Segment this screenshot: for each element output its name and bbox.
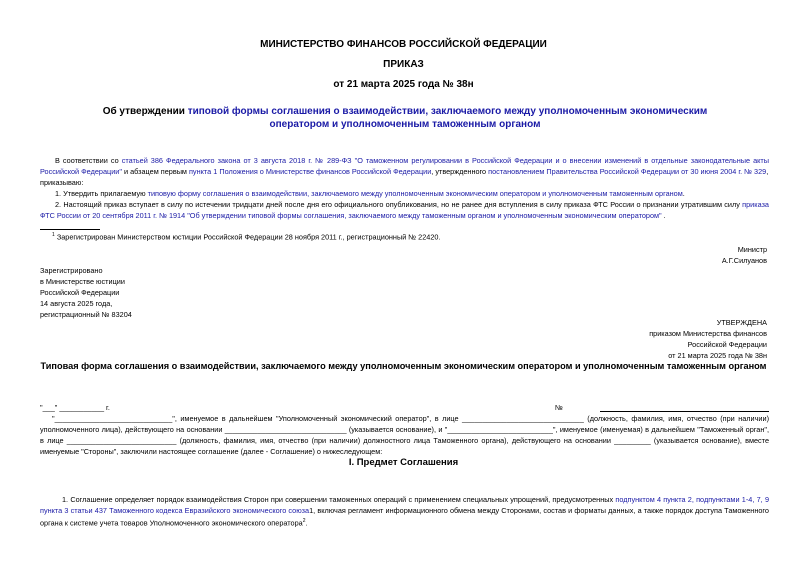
form-date: "___" ___________ г. <box>40 403 110 412</box>
doc-type-heading: ПРИКАЗ <box>383 59 424 70</box>
item-1-end: . <box>682 189 685 198</box>
title-link[interactable]: типовой формы соглашения о взаимодействии, заключаемого между уполномоченным экономическим оператором и уполномоченным таможенным органом <box>187 106 708 130</box>
item-1 <box>55 188 769 199</box>
clause-1-end: . <box>305 518 308 528</box>
item-2-text: 2. Настоящий приказ вступает в силу по истечении тридцати дней после дня его официального опубликования, но не ранее дня вступления в силу приказа ФТС России о признании утратившим силу <box>55 200 743 209</box>
clause-1 <box>40 494 769 528</box>
clause-1-text: 1, включая регламент информационного обмена между Сторонами, состав и форматы данных, а также порядок доступа Таможенного органа к системе учета товаров Уполномоченного экономического оператора <box>40 506 769 528</box>
item-1-text: 1. Утвердить прилагаемую <box>55 189 148 198</box>
parties-paragraph: "_____________________________", именуемое в дальнейшем "Уполномоченный экономический оператор", в лице ______________________________ (должность, фамилия, имя, отчество (при наличии) уполномоченного лица), действующего на основании ______________________________ (указывается основание), и "__________________________", именуемое (именуемая) в дальнейшем "Таможенный орган", в лице ___________________________ (должность, фамилия, имя, отчество (при наличии) должностного лица Таможенного органа), действующего на основании _________ (указывается основание), вместе именуемые "Стороны", заключили настоящее соглашение (далее - Соглашение) о нижеследующем: <box>40 414 769 456</box>
form-number-line[interactable] <box>600 411 769 412</box>
footnote <box>52 230 440 242</box>
footnote-text: Зарегистрирован Министерством юстиции Российской Федерации 28 ноября 2011 г., регистрационный № 22420. <box>56 232 441 242</box>
minister-position: Министр <box>737 245 767 254</box>
registration-line: в Министерстве юстиции <box>40 277 125 286</box>
minister-name: А.Г.Силуанов <box>721 256 767 265</box>
item-2 <box>40 199 769 221</box>
registration-block <box>40 265 132 320</box>
approved-line: приказом Министерства финансов <box>649 329 767 338</box>
preamble-text: , утвержденного <box>431 167 489 176</box>
date-number-heading: от 21 марта 2025 года № 38н <box>333 79 474 90</box>
customs-code-article-437-link[interactable]: подпунктом 4 пункта 2, подпунктами 1-4, 7, 9 пункта 3 статьи 437 Таможенного кодекса Евразийского экономического союза <box>40 495 770 515</box>
registration-line: регистрационный № 83204 <box>40 310 132 319</box>
document-title <box>95 105 715 131</box>
preamble-text: , <box>766 167 769 176</box>
clause-1-text: 1. Соглашение определяет порядок взаимодействия Сторон при совершении таможенных операций с применением специальных упрощений, предусмотренных <box>62 495 616 504</box>
preamble-text: В соответствии со <box>55 156 122 165</box>
ministry-heading: МИНИСТЕРСТВО ФИНАНСОВ РОССИЙСКОЙ ФЕДЕРАЦИИ <box>260 39 547 50</box>
registration-line: Российской Федерации <box>40 288 120 297</box>
registration-line: Зарегистрировано <box>40 266 103 275</box>
approved-block <box>649 317 767 361</box>
order-word: приказываю: <box>40 178 84 187</box>
minfin-regulation-link[interactable]: пункта 1 Положения о Министерстве финансов Российской Федерации <box>188 167 432 176</box>
approved-line: от 21 марта 2025 года № 38н <box>668 351 767 360</box>
preamble-paragraph <box>40 155 769 177</box>
government-decree-link[interactable]: постановлением Правительства Российской Федерации от 30 июня 2004 г. № 329 <box>488 167 767 176</box>
law-386-link[interactable]: статьей 386 Федерального закона от 3 августа 2018 г. № 289-ФЗ "О таможенном регулировании в Российской Федерации и о внесении изменений в отдельные законодательные акты Российской Федерации" <box>40 156 770 176</box>
approved-line: УТВЕРЖДЕНА <box>716 318 767 327</box>
approved-line: Российской Федерации <box>687 340 767 349</box>
fts-order-1914-link[interactable]: приказа ФТС России от 20 сентября 2011 г. № 1914 "Об утверждении типовой формы соглашения, заключаемого между таможенным органом и уполномоченным экономическим оператором" <box>40 200 769 220</box>
form-number-label: № <box>555 403 563 412</box>
footnote-mark: 1 <box>52 232 55 238</box>
footnote-mark: 2 <box>302 518 306 524</box>
form-title: Типовая форма соглашения о взаимодействии, заключаемого между уполномоченным экономическим оператором и уполномоченным таможенным органом <box>40 361 767 371</box>
section-1-heading: I. Предмет Соглашения <box>348 457 459 468</box>
registration-line: 14 августа 2025 года, <box>40 299 113 308</box>
standard-form-link[interactable]: типовую форму соглашения о взаимодействии, заключаемого между уполномоченным экономическим оператором и уполномоченным таможенным органом <box>147 189 683 198</box>
preamble-text: и абзацем первым <box>121 167 189 176</box>
item-2-end: . <box>661 211 666 220</box>
title-prefix: Об утверждении <box>102 106 188 117</box>
